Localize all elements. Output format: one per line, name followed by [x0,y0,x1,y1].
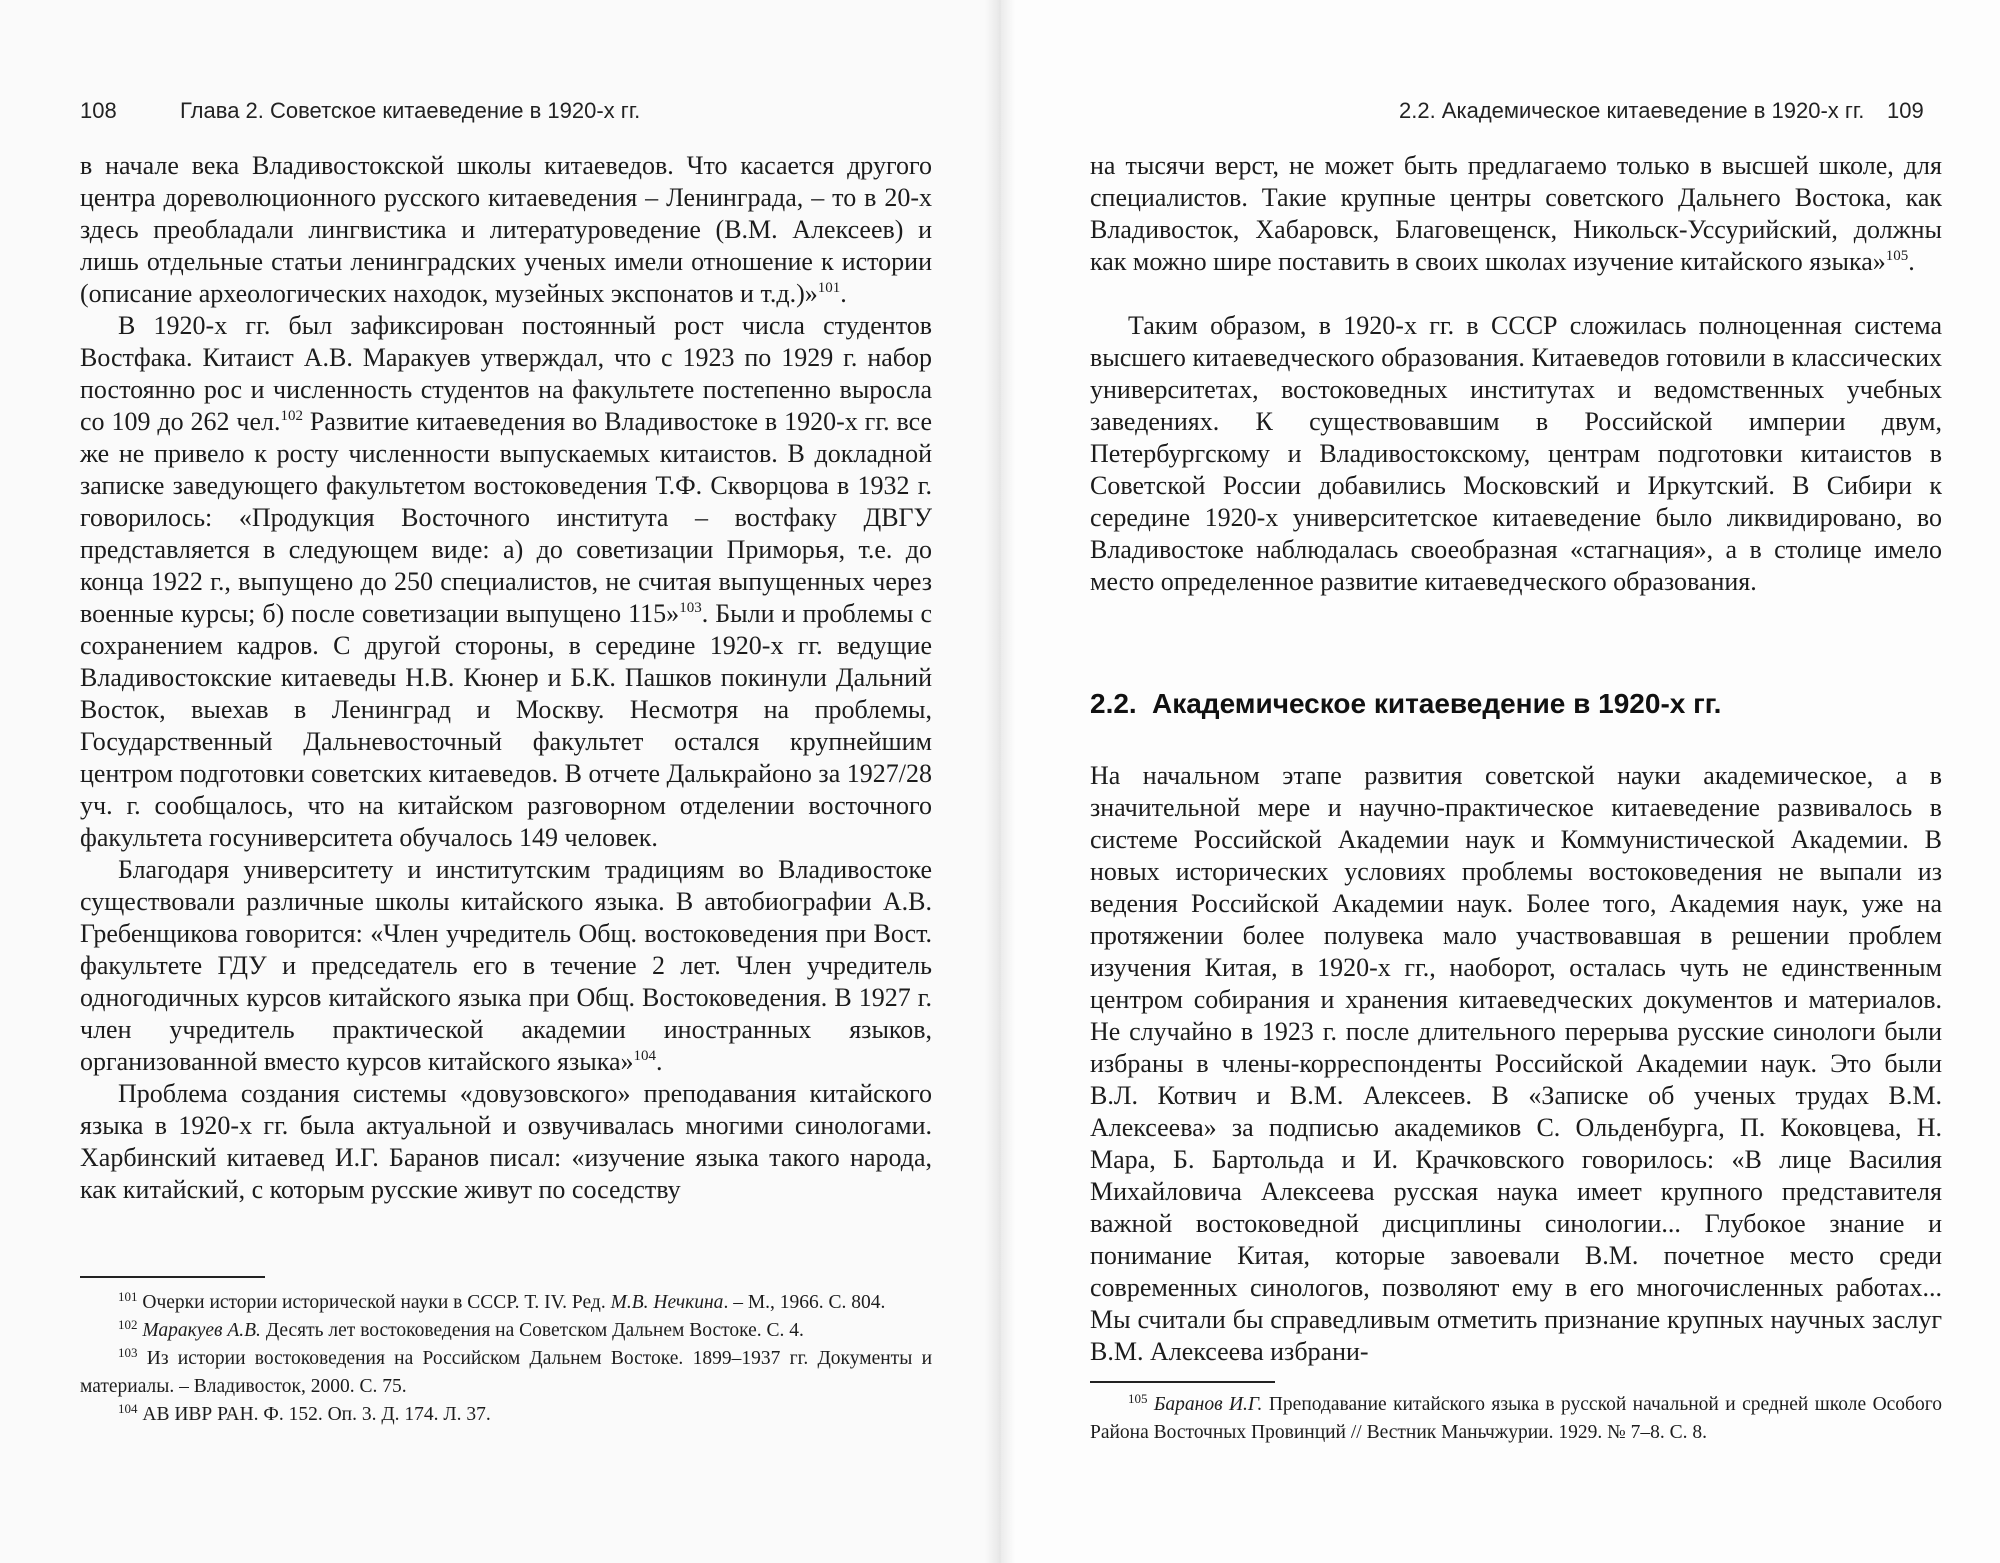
footnote-text: Из истории востоковедения на Российском Дальнем Востоке. 1899–1937 гг. Документы и материалы. – Владивосток, 2000. С. 75. [80,1348,933,1397]
section-heading [1090,688,1942,720]
paragraph-text: . Были и проблемы с сохранением кадров. С другой стороны, в середине 1920-х гг. ведущие Владивостокские китаеведы Н.В. Кюнер и Б.К. Пашков покинули Дальний Восток, выехав в Ленинград и Москву. Несмотря на проблемы, Государственный Дальневосточный факультет остался крупнейшим центром подготовки советских китаеведов. В отчете Далькрайоно за 1927/28 уч. г. сообщалось, что на китайском разговорном отделении восточного факультета госуниверситета обучалось 149 человек. [80,599,932,852]
footnote-number: 103 [118,1345,138,1360]
right-running-head: 2.2. Академическое китаеведение в 1920-х гг. [1399,98,1865,123]
paragraph-text: Проблема создания системы «довузовского» преподавания китайского языка в 1920-х гг. была актуальной и озвучивалась многими синологами. Харбинский китаевед И.Г. Баранов писал: «изучение языка такого народа, как китайский, с которым русские живут по соседству [80,1079,932,1204]
section-number: 2.2. [1090,688,1137,719]
footnote-number: 102 [118,1317,138,1332]
footnote-103 [80,1345,932,1401]
footnote-101 [80,1289,932,1317]
footnote-text: . – М., 1966. С. 804. [723,1292,886,1313]
right-footnotes [1090,1391,1942,1447]
footnote-ref-105: 105 [1885,248,1909,264]
paragraph-text: Благодаря университету и институтским традициям во Владивостоке существовали различные школы китайского языка. В автобиографии А.В. Гребенщикова говорится: «Член учредитель Общ. востоковедения при Вост. факультете ГДУ и председатель его в течение 2 лет. Член учредитель одногодичных курсов китайского языка при Общ. Востоковедения. В 1927 г. член учредитель практической академии иностранных языков, организованной вместо курсов китайского языка» [80,855,932,1076]
left-page-number: 108 [80,98,117,123]
footnote-text: АВ ИВР РАН. Ф. 152. Оп. 3. Д. 174. Л. 37. [142,1404,491,1425]
left-footnotes [80,1289,932,1429]
right-body-paragraph: На начальном этапе развития советской науки академическое, а в значительной мере и научно-практическое китаеведение развивалось в системе Российской Академии наук и Коммунистической Академии. В новых исторических условиях проблемы востоковедения не выпали из ведения Российской Академии наук. Более того, Академия наук, уже на протяжении более полувека мало участвовавшая в решении проблем изучения Китая, в 1920-х гг., наоборот, осталась чуть не единственным центром собирания и хранения китаеведческих документов и материалов. Не случайно в 1923 г. после длительного перерыва русские синологи были избраны в члены-корреспонденты Российской Академии наук. Это были В.Л. Котвич и В.М. Алексеев. В «Записке об ученых трудах В.М. Алексеева» за подписью академиков С. Ольденбурга, П. Коковцева, Н. Мара, Б. Бартольда и И. Крачковского говорилось: «В лице Василия Михайловича Алексеева русская наука имеет крупного представителя важной востоковедной дисциплины синологии... Глубокое знание и понимание Китая, которые завоевали В.М. почетное место среди современных синологов, позволяют ему в его многочисленных работах... Мы считали бы справедливым отметить признание крупных научных заслуг В.М. Алексеева избрани- [1090,761,1942,1366]
right-summary-paragraph: Таким образом, в 1920-х гг. в СССР сложилась полноценная система высшего китаеведческого образования. Китаеведов готовили в классических университетах, востоковедных институтах и ведомственных учебных заведениях. К существовавшим в Российской империи двум, Петербургскому и Владивостокскому, центрам подготовки китаистов в Советской России добавились Московский и Иркутский. В Сибири к середине 1920-х университетское китаеведение было ликвидировано, во Владивостоке наблюдалась своеобразная «стагнация», а в столице имело место определенное развитие китаеведческого образования. [1090,311,1942,596]
footnote-ref-102: 102 [280,408,303,424]
footnote-italic: М.В. Нечкина [610,1292,724,1313]
footnote-separator-right [1090,1381,1275,1383]
footnote-number: 101 [118,1289,138,1304]
footnote-separator-left [80,1276,265,1278]
right-page-top-text [1090,150,1942,598]
footnote-text: Очерки истории исторической науки в СССР. Т. IV. Ред. [142,1292,611,1313]
paragraph-text: на тысячи верст, не может быть предлагаемо только в высшей школе, для специалистов. Такие крупные центры советского Дальнего Востока, как Владивосток, Хабаровск, Благовещенск, Никольск-Уссурийский, должны как можно шире поставить в своих школах изучение китайского языка» [1090,151,1942,276]
footnote-ref-101: 101 [817,280,841,296]
footnote-number: 105 [1128,1391,1148,1406]
footnote-105 [1090,1391,1942,1447]
right-continuation-paragraph: на тысячи верст, не может быть предлагаемо только в высшей школе, для специалистов. Такие крупные центры советского Дальнего Востока, как Владивосток, Хабаровск, Благовещенск, Никольск-Уссурийский, должны как можно шире поставить в своих школах изучение китайского языка»$^{105}$. [1090,151,1942,276]
left-paragraph-4 [80,1078,932,1206]
left-paragraph-3: Благодаря университету и институтским традициям во Владивостоке существовали различные школы китайского языка. В автобиографии А.В. Гребенщикова говорится: «Член учредитель Общ. востоковедения при Вост. факультете ГДУ и председатель его в течение 2 лет. Член учредитель одногодичных курсов китайского языка при Общ. Востоковедения. В 1927 г. член учредитель практической академии иностранных языков, организованной вместо курсов китайского языка»$^{104}$. [80,855,932,1076]
left-paragraph-1: в начале века Владивостокской школы китаеведов. Что касается другого центра дореволюционного русского китаеведения – Ленинграда, – то в 20-х здесь преобладали лингвистика и литературоведение (В.М. Алексеев) и лишь отдельные статьи ленинградских ученых имели отношение к истории (описание археологических находок, музейных экспонатов и т.д.)»$^{101}$. [80,151,932,308]
paragraph-text: Развитие китаеведения во Владивостоке в 1920-х гг. все же не привело к росту численности выпускаемых китаистов. В докладной записке заведующего факультетом востоковедения Т.Ф. Скворцова в 1932 г. говорилось: «Продукция Восточного института – востфаку ДВГУ представляется в следующем виде: а) до советизации Приморья, т.е. до конца 1922 г., выпущено до 250 специалистов, не считая выпущенных через военные курсы; б) после советизации выпущено 115» [80,407,932,628]
paragraph-text: В 1920-х гг. был зафиксирован постоянный рост числа студентов Востфака. Китаист А.В. Маракуев утверждал, что с 1923 по 1929 г. набор постоянно рос и численность студентов на факультете постепенно выросла со 109 до 262 чел. [80,311,932,436]
footnote-text: Десять лет востоковедения на Советском Дальнем Востоке. С. 4. [260,1320,804,1341]
right-page-body [1090,760,1942,1368]
footnote-ref-103: 103 [679,600,702,616]
footnote-ref-104: 104 [633,1048,657,1064]
left-running-head: Глава 2. Советское китаеведение в 1920-х гг. [180,98,641,123]
footnote-number: 104 [118,1401,138,1416]
footnote-102 [80,1317,932,1345]
paragraph-text: в начале века Владивостокской школы китаеведов. Что касается другого центра дореволюционного русского китаеведения – Ленинграда, – то в 20-х здесь преобладали лингвистика и литературоведение (В.М. Алексеев) и лишь отдельные статьи ленинградских ученых имели отношение к истории (описание археологических находок, музейных экспонатов и т.д.)» [80,151,932,308]
left-paragraph-2 [80,310,932,854]
footnote-italic: Маракуев А.В. [142,1320,261,1341]
book-gutter [985,0,1015,1563]
footnote-104 [80,1401,932,1429]
right-page-number: 109 [1887,98,1924,123]
footnote-text: Преподавание китайского языка в русской начальной и средней школе Особого Района Восточных Провинций // Вестник Маньчжурии. 1929. № 7–8. С. 8. [1090,1394,1942,1443]
left-page-body [80,150,932,1206]
section-title: Академическое китаеведение в 1920-х гг. [1152,688,1722,719]
footnote-italic: Баранов И.Г. [1153,1394,1263,1415]
